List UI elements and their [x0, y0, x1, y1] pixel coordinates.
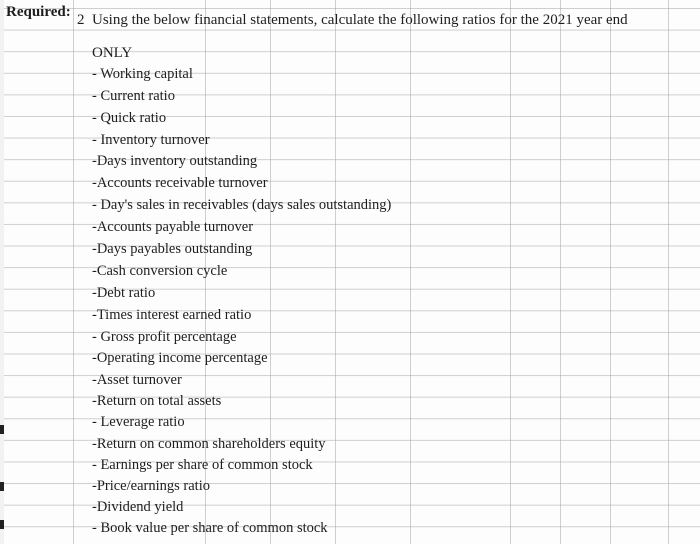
column-divider — [335, 0, 336, 544]
ratio-item: -Return on total assets — [92, 393, 222, 409]
ratio-item: -Asset turnover — [92, 372, 182, 388]
question-text-line-1: Using the below financial statements, calculate the following ratios for the 2021 year end — [92, 12, 628, 28]
ratio-item: - Book value per share of common stock — [92, 520, 328, 536]
ratio-item: - Day's sales in receivables (days sales outstanding) — [92, 197, 392, 213]
ratio-item: - Earnings per share of common stock — [92, 457, 313, 473]
ratio-item: -Cash conversion cycle — [92, 263, 228, 279]
ratio-item: -Times interest earned ratio — [92, 307, 252, 323]
question-number: 2 — [77, 12, 85, 28]
edge-mark — [0, 425, 4, 434]
ratio-item: - Quick ratio — [92, 110, 167, 126]
required-heading: Required: — [6, 4, 71, 20]
column-divider — [73, 0, 74, 544]
ratio-item: -Days inventory outstanding — [92, 153, 258, 169]
ratio-item: - Leverage ratio — [92, 414, 185, 430]
ratio-item: -Accounts receivable turnover — [92, 175, 268, 191]
column-divider — [610, 0, 611, 544]
column-divider — [410, 0, 411, 544]
ratio-item: -Price/earnings ratio — [92, 478, 210, 494]
ratio-item: -Debt ratio — [92, 285, 156, 301]
ratio-item: - Gross profit percentage — [92, 329, 237, 345]
ratio-item: - Inventory turnover — [92, 132, 210, 148]
ratio-item: - Working capital — [92, 66, 193, 82]
left-edge-strip — [0, 0, 4, 544]
ratio-item: -Days payables outstanding — [92, 241, 253, 257]
ratio-item: -Operating income percentage — [92, 350, 268, 366]
ratio-item: -Dividend yield — [92, 499, 184, 515]
ratio-item: -Accounts payable turnover — [92, 219, 254, 235]
question-text-line-2: ONLY — [92, 45, 133, 61]
column-divider — [510, 0, 511, 544]
edge-mark — [0, 520, 4, 529]
ratio-item: - Current ratio — [92, 88, 175, 104]
column-divider — [560, 0, 561, 544]
edge-mark — [0, 482, 4, 491]
column-divider — [668, 0, 669, 544]
ratio-item: -Return on common shareholders equity — [92, 436, 326, 452]
